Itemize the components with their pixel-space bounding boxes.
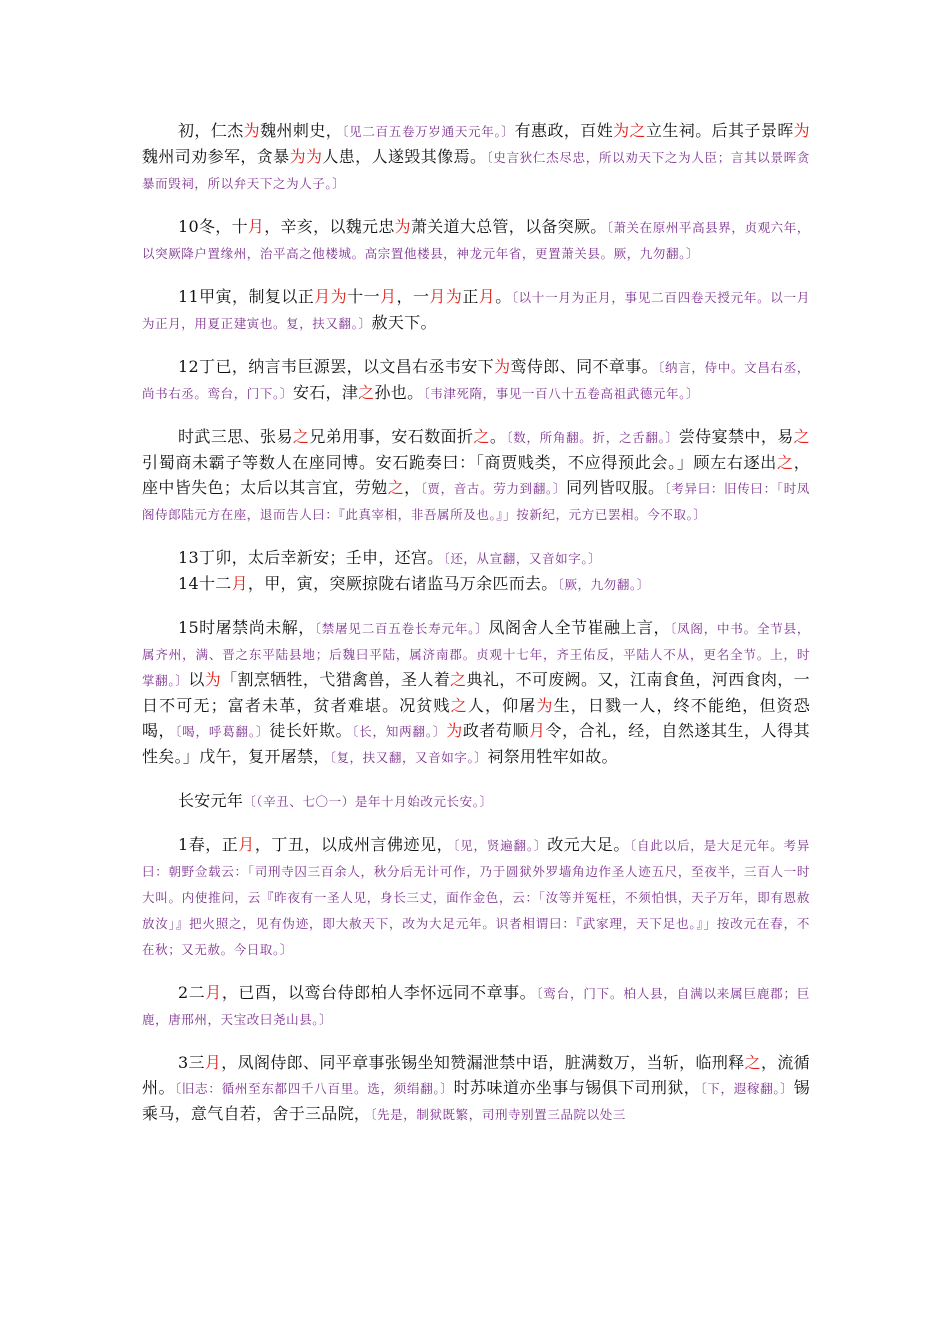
body-text: 典礼，不可废阙。又，江南食鱼，河西食肉，一日不可无；富者未革，贫者难堪。况贫贱 [142,670,810,715]
paragraph [142,832,810,962]
body-text: 春，正 [188,835,239,854]
document-body [142,118,810,1127]
highlighted-char: 为 [446,721,463,740]
body-text: ，凤阁侍郎、同平章事张锡坐知赞漏泄禁中语，脏满数万，当斩，临刑释 [221,1053,745,1072]
annotation-note: 〔厥，九勿翻。〕 [557,577,650,592]
annotation-note: 〔长，知两翻。〕 [352,724,447,739]
annotation-note: 〔以十一月为正月，事见二百四卷天授元年。以一月为正月，用夏正建寅也。复，扶又翻。〕 [142,290,810,331]
highlighted-char: 月 [231,574,248,593]
highlighted-char: 之 [450,670,467,689]
highlighted-char: 月 [238,835,255,854]
paragraph [142,980,810,1032]
annotation-note: 〔还，从宣翻，又音如字。〕 [443,551,602,566]
body-text: ， [404,478,421,497]
body-text: 时苏味道亦坐事与锡俱下司刑狱， [453,1078,701,1097]
body-text: 有惠政，百姓 [514,121,614,140]
highlighted-char: 为 [494,357,511,376]
body-text: 鸾侍郎、同不章事。 [510,357,659,376]
body-text: 十二 [198,574,232,593]
body-text: 初，仁杰 [178,121,244,140]
highlighted-char: 月 [205,983,222,1002]
body-text: ，甲，寅，突厥掠陇右诸监马万余匹而去。 [247,574,558,593]
paragraph [142,1050,810,1127]
annotation-note: 〔先是，制狱既繁，司刑寺别置三品院以处三 [370,1107,626,1122]
body-text: 。 [489,427,507,446]
paragraph [142,118,810,196]
annotation-note: 〔贾，音古。劳力到翻。〕 [420,481,567,496]
paragraph [142,284,810,336]
highlighted-char: 为之 [613,121,646,140]
highlighted-char: 之 [358,383,375,402]
body-text: ，丁丑，以成州言佛迹见， [254,835,454,854]
highlighted-char: 为 [394,217,411,236]
body-text: 丁已，纳言韦巨源罢，以文昌右丞韦安下 [198,357,495,376]
paragraph-number: 14 [178,574,199,593]
annotation-note: 〔数，所角翻。折，之舌翻。〕 [506,430,679,445]
paragraph [142,354,810,406]
paragraph-number: 2 [178,983,189,1002]
highlighted-char: 之 [776,453,794,472]
paragraph-number: 1 [178,835,189,854]
highlighted-char: 为 [243,121,261,140]
body-text: 改元大足。 [547,835,630,854]
annotation-note: 〔自此以后，是大足元年。考异曰：朝野佥载云：「司刑寺囚三百余人，秋分后无计可作，乃于圆狱外罗墙角边作圣人迹五尺，至夜半，三百人一时大叫。内使推问，云『昨夜有一圣人见，身长三丈，面作金色，云：「汝等并冤枉，不须怕惧，天子万年，即有恩赦放汝」』把火照之，见有伪迹，即大赦天下，改为大足元年。识者相谓曰：『武家理，天下足也。』」按改元在春，不在秋；又无赦。今日取。〕 [142,838,810,957]
body-text: 孙也。 [374,383,424,402]
body-text: 萧关道大总管，以备突厥。 [410,217,607,236]
body-text: 尝侍宴禁中，易 [678,427,794,446]
body-text: 二 [188,983,206,1002]
highlighted-char: 之 [450,696,468,715]
annotation-note: 〔见二百五卷万岁通天元年。〕 [342,124,515,139]
annotation-note: 〔凤阁，中书。全节县，属齐州，满、晋之东平陆县地；后魏曰平陆，属济南郡。贞观十七年，齐王佑反，平陆人不从，更名全节。上，时掌翻。〕 [142,621,810,688]
paragraph [142,424,810,527]
body-text: 赦天下。 [371,313,437,332]
paragraph-number: 10 [178,217,199,236]
annotation-note: 〔史言狄仁杰尽忠，所以劝天下之为人臣；言其以景晖贪暴而毁祠，所以弁天下之为人子。〕 [142,150,810,191]
highlighted-char: 之 [473,427,490,446]
highlighted-char: 为 [793,121,810,140]
annotation-note: 〔旧志：循州至东都四千八百里。选，须绢翻。〕 [174,1081,454,1096]
body-text: ，座中皆失色；太后以其言宜，劳勉 [142,453,810,497]
body-text: 甲寅，制复以正 [198,287,315,306]
annotation-note: 〔喝，呼葛翻。〕 [175,724,270,739]
body-text: 。 [495,287,512,306]
annotation-note: 〔萧关在原州平高县界，贞观六年，以突厥降户置缘州，治平高之他楼城。高宗置他楼县，神龙元年省，更置萧关县。厥，九勿翻。〕 [142,220,810,261]
paragraph-number: 15 [178,618,199,637]
body-text: 引蜀商未霸子等数人在座同博。安石跪奏曰：「商贾贱类，不应得预此会。」顾左右逐出 [142,453,777,472]
highlighted-char: 月 [380,287,397,306]
body-text: ，已酉，以鸾台侍郎柏人李怀远同不章事。 [221,983,537,1002]
body-text: 冬，十 [198,217,248,236]
body-text: 以 [188,670,205,689]
highlighted-char: 月 [478,287,496,306]
body-text: 「割烹牺牲，弋猎禽兽，圣人着 [221,670,451,689]
highlighted-char: 月为 [314,287,348,306]
highlighted-char: 之 [744,1053,761,1072]
body-text: 丁卯，太后幸新安；壬申，还宫。 [198,548,444,567]
highlighted-char: 之 [387,478,405,497]
annotation-note: 〔禁屠见二百五卷长寿元年。〕 [314,621,489,636]
paragraph [142,615,810,770]
paragraph [142,545,810,571]
highlighted-char: 月 [247,217,265,236]
highlighted-char: 为 [204,670,222,689]
body-text: 政者苟顺 [462,721,529,740]
body-text: 人患，人遂毁其像焉。 [322,147,487,166]
highlighted-char: 之 [793,427,810,446]
body-text: 人，仰屠 [467,696,537,715]
body-text: 立生祠。后其子景晖 [645,121,794,140]
highlighted-char: 月 [529,721,546,740]
annotation-note: 〔复，扶又翻，又音如字。〕 [329,750,488,765]
annotation-note: 〔下，遐稼翻。〕 [700,1081,794,1096]
paragraph-number: 11 [178,287,199,306]
body-text: 长安元年 [178,791,244,810]
body-text: 魏州司劝参军，贪暴 [142,147,290,166]
paragraph-number: 3 [178,1053,189,1072]
highlighted-char: 之 [292,427,310,446]
body-text: ，一 [396,287,430,306]
paragraph [142,571,810,597]
body-text: 安石，津 [292,383,359,402]
body-text: 令，合礼，经，自然遂其生，人得其性矣。」戊午，复开屠禁， [142,721,810,766]
highlighted-char: 为 [536,696,554,715]
highlighted-char: 月为 [429,287,463,306]
annotation-note: 〔（辛丑、七〇一）是年十月始改元长安。〕 [243,794,493,809]
paragraph [142,788,810,814]
annotation-note: 〔见，贤遍翻。〕 [453,838,548,853]
body-text: ，辛亥，以魏元忠 [264,217,395,236]
paragraph [142,214,810,266]
body-text: 凤阁舍人全节崔融上言， [488,618,671,637]
highlighted-char: 月 [204,1053,222,1072]
annotation-note: 〔韦津死隋，事见一百八十五卷高祖武德元年。〕 [423,386,700,401]
annotation-note: 〔鸾台，门下。柏人县，自满以来属巨鹿郡；巨鹿，唐邢州，天宝改曰尧山县。〕 [142,986,810,1027]
body-text: 十一 [347,287,381,306]
body-text: 生，日戮一人，终不能绝，但资恐喝， [142,696,810,740]
body-text: 时武三思、张易 [178,427,293,446]
paragraph-number: 13 [178,548,199,567]
body-text: 正 [462,287,479,306]
body-text: 魏州刺史， [260,121,343,140]
body-text: 三 [188,1053,205,1072]
highlighted-char: 为为 [289,147,323,166]
paragraph-number: 12 [178,357,199,376]
annotation-note: 〔纳言，侍中。文昌右丞，尚书右丞。鸾台，门下。〕 [142,360,811,401]
body-text: 徒长奸欺。 [269,721,353,740]
body-text: 兄弟用事，安石数面折 [309,427,474,446]
body-text: 时屠禁尚未解， [198,618,315,637]
annotation-note: 〔考异曰：旧传曰：「时凤阁侍郎陆元方在座，退而告人曰：『此真宰相，非吾属所及也。』」按新纪，元方已罢相。今不取。〕 [142,481,810,522]
body-text: ，流循州。 [142,1053,810,1097]
body-text: 祠祭用牲牢如故。 [487,747,618,766]
body-text: 同列皆叹服。 [566,478,665,497]
body-text: 锡乘马，意气自若，舍于三品院， [142,1078,810,1123]
